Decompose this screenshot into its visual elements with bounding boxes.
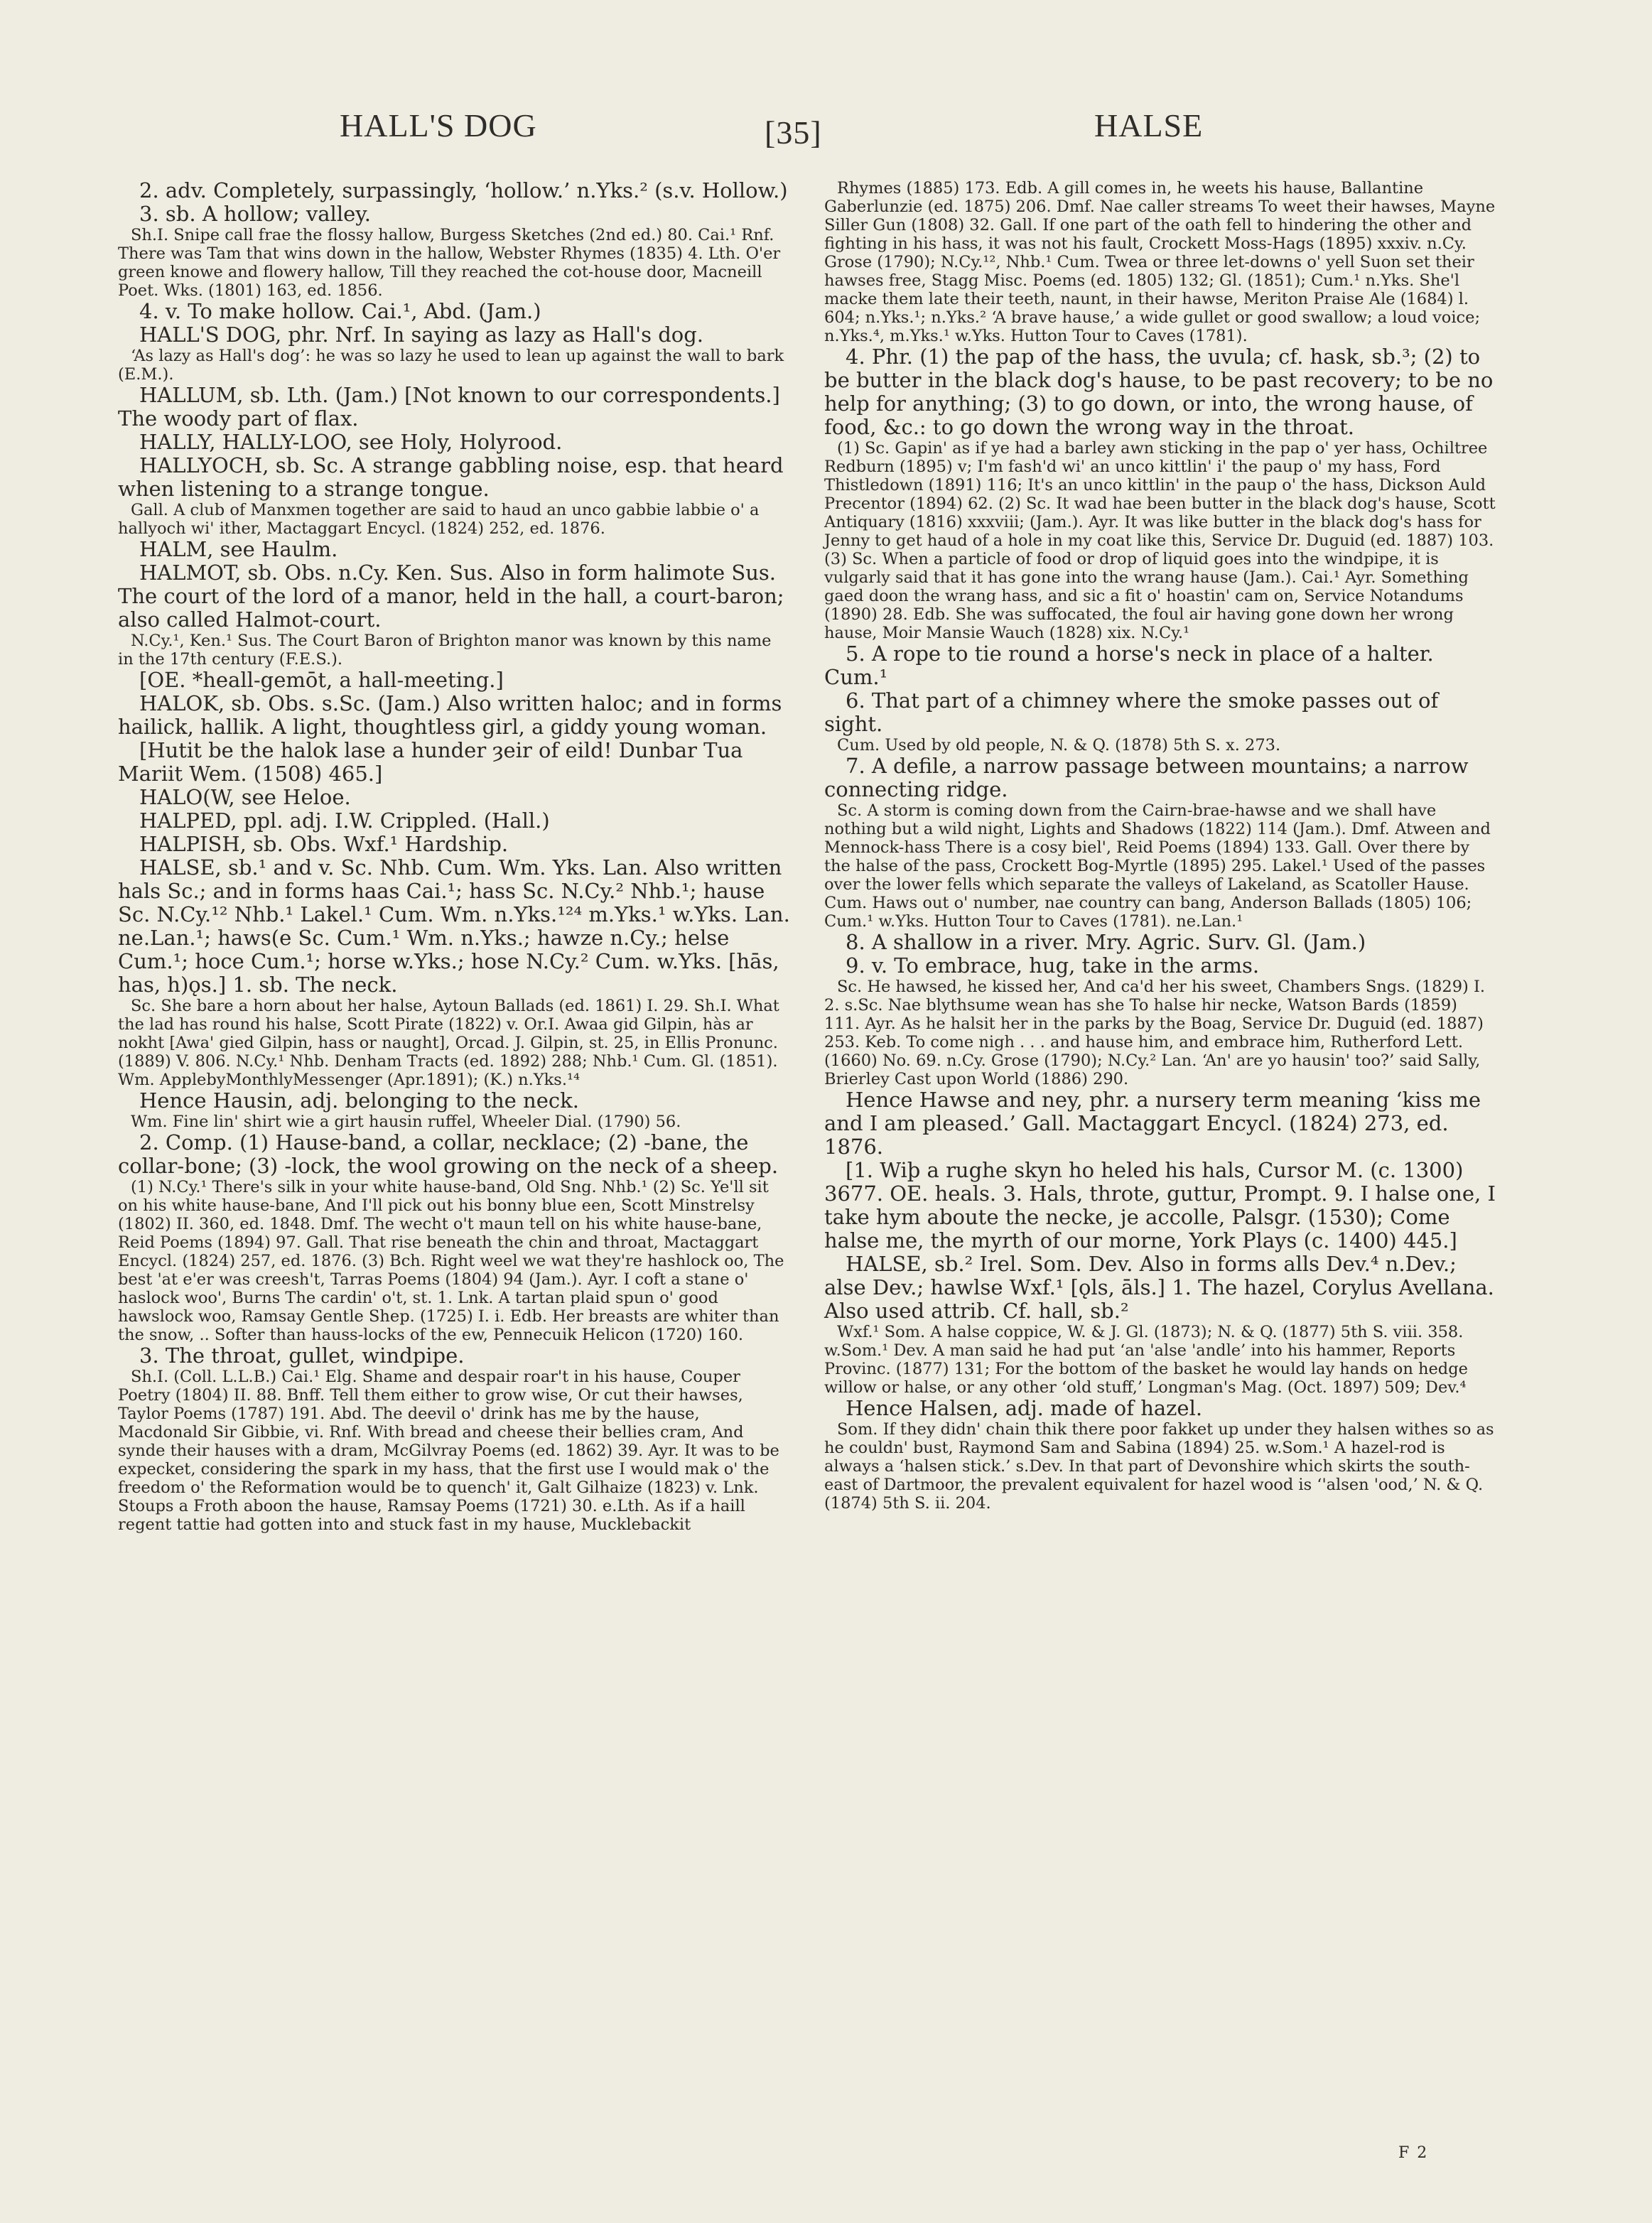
citation-paragraph: Cum. Used by old people, N. & Q. (1878) 5th S. x. 273. xyxy=(837,736,1281,754)
citation-paragraph: (1) Sc. Gapin' as if ye had a barley awn sticking in the pap o' yer hass, Ochiltree Redburn (1895) v; I'm fash'd wi' an unco kittlin' i' the paup o' my hass, Ford Thistledown (1891) 116; It's an unco kittlin' in the paup o' the hass, Dickson Auld Precentor (1894) 62. (2) Sc. It wad hae been butter in the black dog's hause, Scott Antiquary (1816) xxxviii; (Jam.). Ayr. It was like butter in the black dog's hass for Jenny to get haud of a hole in my coat like this, Service Dr. Duguid (ed. 1887) 103. (3) Sc. When a particle of food or drop of liquid goes into the windpipe, it is vulgarly said that it has gone into the wrang hause (Jam.). Cai.¹ Ayr. Something gaed doon the wrang hass, and sic a fit o' hoastin' cam on, Service Notandums (1890) 28. Edb. She was suffocated, the foul air having gone down her wrong hause, Moir Mansie Wauch (1828) xix. N.Cy.¹ xyxy=(824,439,1496,642)
entry-paragraph: HALOK, sb. Obs. s.Sc. (Jam.) Also written haloc; and in forms hailick, hallik. A light, thoughtless girl, a giddy young woman. xyxy=(118,691,782,739)
right-column xyxy=(824,179,1497,1513)
citation-paragraph: Gall. A club of Manxmen together are said to haud an unco gabbie labbie o' a hallyoch wi' ither, Mactaggart Encycl. (1824) 252, ed. 1876. xyxy=(118,501,760,538)
sense-paragraph: 3. sb. A hollow; valley. xyxy=(139,202,372,226)
sense-paragraph: 5. A rope to tie round a horse's neck in place of a halter. Cum.¹ xyxy=(824,642,1434,689)
citation-paragraph: Som. If they didn' chain thik there poor fakket up under they halsen withes so as he couldn' bust, Raymond Sam and Sabina (1894) 25. w.Som.¹ A hazel-rod is always a ‘halsen stick.’ s.Dev. In that part of Devonshire which skirts the south-east of Dartmoor, the prevalent equivalent for hazel wood is ‘'alsen 'ood,’ N. & Q. (1874) 5th S. ii. 204. xyxy=(824,1420,1494,1513)
entry-paragraph: HALLUM, sb. Lth. (Jam.) [Not known to our correspondents.] The woody part of flax. xyxy=(118,383,780,431)
entry-paragraph: HALPED, ppl. adj. I.W. Crippled. (Hall.) xyxy=(139,808,550,833)
entry-paragraph: HALSE, sb.¹ and v. Sc. Nhb. Cum. Wm. Yks. Lan. Also written hals Sc.; and in forms haas Cai.¹; hass Sc. N.Cy.² Nhb.¹; hause Sc. N.Cy.¹² Nhb.¹ Lakel.¹ Cum. Wm. n.Yks.¹²⁴ m.Yks.¹ w.Yks. Lan. ne.Lan.¹; haws(e Sc. Cum.¹ Wm. n.Yks.; hawze n.Cy.; helse Cum.¹; hoce Cum.¹; horse w.Yks.; hose N.Cy.² Cum. w.Yks. [hās, has, h)ǫs.] 1. sb. The neck. xyxy=(118,855,790,997)
citation-paragraph: Sc. A storm is coming down from the Cairn-brae-hawse and we shall have nothing but a wild night, Lights and Shadows (1822) 114 (Jam.). Dmf. Atween and Mennock-hass There is a cosy biel', Reid Poems (1894) 133. Gall. Over there by the halse of the pass, Crockett Bog-Myrtle (1895) 295. Lakel.¹ Used of the passes over the lower fells which separate the valleys of Lakeland, as Scatoller Hause. Cum. Haws out o' number, nae country can bang, Anderson Ballads (1805) 106; Cum.¹ w.Yks. Hutton Tour to Caves (1781). ne.Lan.¹ xyxy=(824,801,1491,931)
right-running-head: HALSE xyxy=(1094,107,1204,144)
entry-paragraph: HALM, see Haulm. xyxy=(139,537,338,561)
entry-paragraph: HALO(W, see Heloe. xyxy=(139,785,351,809)
sense-paragraph: 4. v. To make hollow. Cai.¹, Abd. (Jam.) xyxy=(139,299,541,323)
sense-paragraph: [Hutit be the halok lase a hunder ȝeir of eild! Dunbar Tua Mariit Wem. (1508) 465.] xyxy=(118,738,743,786)
entry-paragraph: HALLY, HALLY-LOO, see Holy, Holyrood. xyxy=(139,430,563,454)
citation-paragraph: Sc. She bare a horn about her halse, Aytoun Ballads (ed. 1861) I. 29. Sh.I. What the lad has round his halse, Scott Pirate (1822) v. Or.I. Awaa gid Gilpin, hàs ar nokht [Awa' gied Gilpin, hass or naught], Orcad. J. Gilpin, st. 25, in Ellis Pronunc. (1889) V. 806. N.Cy.¹ Nhb. Denham Tracts (ed. 1892) 288; Nhb.¹ Cum. Gl. (1851). Wm. ApplebyMonthlyMessenger (Apr.1891); (K.) n.Yks.¹⁴ xyxy=(118,997,779,1089)
entry-paragraph: HALPISH, sb. Obs. Wxf.¹ Hardship. xyxy=(139,832,509,856)
citation-paragraph: ‘As lazy as Hall's dog’: he was so lazy he used to lean up against the wall to bark (E.M.). xyxy=(118,347,784,384)
entry-paragraph: HALMOT, sb. Obs. n.Cy. Ken. Sus. Also in form halimote Sus. The court of the lord of a manor, held in the hall, a court-baron; also called Halmot-court. xyxy=(118,561,784,632)
page-number: [35] xyxy=(765,114,822,151)
left-running-head: HALL'S DOG xyxy=(340,107,537,144)
entry-paragraph: HALL'S DOG, phr. Nrf. In saying as lazy as Hall's dog. xyxy=(139,323,704,347)
sense-paragraph: 4. Phr. (1) the pap of the hass, the uvula; cf. hask, sb.³; (2) to be butter in the black dog's hause, to be past recovery; to be no help for anything; (3) to go down, or into, the wrong hause, of food, &c.: to go down the wrong way in the throat. xyxy=(824,345,1494,439)
sense-paragraph: Hence Hausin, adj. belonging to the neck. xyxy=(139,1088,579,1113)
citation-paragraph: Sh.I. Snipe call frae the flossy hallow, Burgess Sketches (2nd ed.) 80. Cai.¹ Rnf. There was Tam that wins down in the hallow, Webster Rhymes (1835) 4. Lth. O'er green knowe and flowery hallow, Till they reached the cot-house door, Macneill Poet. Wks. (1801) 163, ed. 1856. xyxy=(118,226,781,300)
sense-paragraph: 9. v. To embrace, hug, take in the arms. xyxy=(846,953,1260,978)
entry-paragraph: HALLYOCH, sb. Sc. A strange gabbling noise, esp. that heard when listening to a strange tongue. xyxy=(118,453,784,501)
sense-paragraph: 7. A defile, a narrow passage between mountains; a narrow connecting ridge. xyxy=(824,754,1469,801)
citation-paragraph: (1) N.Cy.¹ There's silk in your white hause-band, Old Sng. Nhb.¹ (2) Sc. Ye'll sit on his white hause-bane, And I'll pick out his bonny blue een, Scott Minstrelsy (1802) II. 360, ed. 1848. Dmf. The wecht o't maun tell on his white hause-bane, Reid Poems (1894) 97. Gall. That rise beneath the chin and throat, Mactaggart Encycl. (1824) 257, ed. 1876. (3) Bch. Right weel we wat they're hashlock oo, The best 'at e'er was creesh't, Tarras Poems (1804) 94 (Jam.). Ayr. I coft a stane o' haslock woo', Burns The cardin' o't, st. 1. Lnk. A tartan plaid spun o' good hawslock woo, Ramsay Gentle Shep. (1725) I. i. Edb. Her breasts are whiter than the snow, .. Softer than hauss-locks of the ew, Pennecuik Helicon (1720) 160. xyxy=(118,1178,784,1344)
sense-paragraph: Hence Halsen, adj. made of hazel. xyxy=(846,1396,1203,1420)
sense-paragraph: 2. Comp. (1) Hause-band, a collar, necklace; (2) -bane, the collar-bone; (3) -lock, the wool growing on the neck of a sheep. xyxy=(118,1130,779,1178)
sense-paragraph: [1. Wiþ a rughe skyn ho heled his hals, Cursor M. (c. 1300) 3677. OE. heals. 3. Hals, throte, guttur, Prompt. 9. I halse one, I take hym aboute the necke, je accolle, Palsgr. (1530); Come halse me, the myrth of our morne, York Plays (c. 1400) 445.] xyxy=(824,1158,1496,1253)
citation-paragraph: Sh.I. (Coll. L.L.B.) Cai.¹ Elg. Shame and despair roar't in his hause, Couper Poetry (1804) II. 88. Bnff. Tell them either to grow wise, Or cut their hawses, Taylor Poems (1787) 191. Abd. The deevil o' drink has me by the hause, Macdonald Sir Gibbie, vi. Rnf. With bread and cheese their bellies cram, And synde their hauses with a dram, McGilvray Poems (ed. 1862) 39. Ayr. It was to be expecket, considering the spark in my hass, that the first use I would mak o' the freedom o' the Reformation would be to quench' it, Galt Gilhaize (1823) v. Lnk. Stoups a Froth aboon the hause, Ramsay Poems (1721) 30. e.Lth. As if a haill regent tattie had gotten into and stuck fast in my hause, Mucklebackit xyxy=(118,1368,779,1534)
signature-mark: F 2 xyxy=(1398,2144,1429,2162)
sense-paragraph: 8. A shallow in a river. Mry. Agric. Surv. Gl. (Jam.) xyxy=(846,930,1366,954)
sense-paragraph: 6. That part of a chimney where the smoke passes out of sight. xyxy=(824,688,1439,736)
sense-paragraph: 3. The throat, gullet, windpipe. xyxy=(139,1343,465,1368)
left-column xyxy=(118,179,791,1534)
entry-paragraph: HALSE, sb.² Irel. Som. Dev. Also in forms alls Dev.⁴ n.Dev.; alse Dev.; hawlse Wxf.¹ [ǫls, āls.] 1. The hazel, Corylus Avellana. Also used attrib. Cf. hall, sb.² xyxy=(824,1252,1494,1323)
citation-paragraph: Rhymes (1885) 173. Edb. A gill comes in, he weets his hause, Ballantine Gaberlunzie (ed. 1875) 206. Dmf. Nae caller streams To weet their hawses, Mayne Siller Gun (1808) 32. Gall. If one part of the oath fell to hindering the other and fighting in his hass, it was not his fault, Crockett Moss-Hags (1895) xxxiv. n.Cy. Grose (1790); N.Cy.¹², Nhb.¹ Cum. Twea or three let-downs o' yell Suon set their hawses free, Stagg Misc. Poems (ed. 1805) 132; Gl. (1851); Cum.¹ n.Yks. She'l macke them late their teeth, naunt, in their hawse, Meriton Praise Ale (1684) l. 604; n.Yks.¹; n.Yks.² ‘A brave hause,’ a wide gullet or good swallow; a loud voice; n.Yks.⁴, m.Yks.¹ w.Yks. Hutton Tour to Caves (1781). xyxy=(824,179,1496,345)
sense-paragraph: Hence Hawse and ney, phr. a nursery term meaning ‘kiss me and I am pleased.’ Gall. Mactaggart Encycl. (1824) 273, ed. 1876. xyxy=(824,1088,1481,1159)
sense-paragraph: 2. adv. Completely, surpassingly, ‘hollow.’ n.Yks.² (s.v. Hollow.) xyxy=(139,178,788,202)
citation-paragraph: Sc. He hawsed, he kissed her, And ca'd her his sweet, Chambers Sngs. (1829) I. 2. s.Sc. Nae blythsume wean has she To halse hir necke, Watson Bards (1859) 111. Ayr. As he halsit her in the parks by the Boag, Service Dr. Duguid (ed. 1887) 253. Keb. To come nigh . . . and hause him, and embrace him, Rutherford Lett. (1660) No. 69. n.Cy. Grose (1790); N.Cy.² Lan. ‘An' are yo hausin' too?’ said Sally, Brierley Cast upon World (1886) 290. xyxy=(824,978,1486,1088)
citation-paragraph: N.Cy.¹, Ken.¹ Sus. The Court Baron of Brighton manor was known by this name in the 17th century (F.E.S.). xyxy=(118,632,772,669)
citation-paragraph: Wxf.¹ Som. A halse coppice, W. & J. Gl. (1873); N. & Q. (1877) 5th S. viii. 358. w.Som.¹ Dev. A man said he had put ‘an 'alse 'andle’ into his hammer, Reports Provinc. (1877) 131; For the bottom of the basket he would lay hands on hedge willow or halse, or any other ‘old stuff,’ Longman's Mag. (Oct. 1897) 509; Dev.⁴ xyxy=(824,1323,1468,1397)
citation-paragraph: Wm. Fine lin' shirt wie a girt hausin ruffel, Wheeler Dial. (1790) 56. xyxy=(131,1113,681,1131)
sense-paragraph: [OE. *heall-gemōt, a hall-meeting.] xyxy=(139,668,504,692)
